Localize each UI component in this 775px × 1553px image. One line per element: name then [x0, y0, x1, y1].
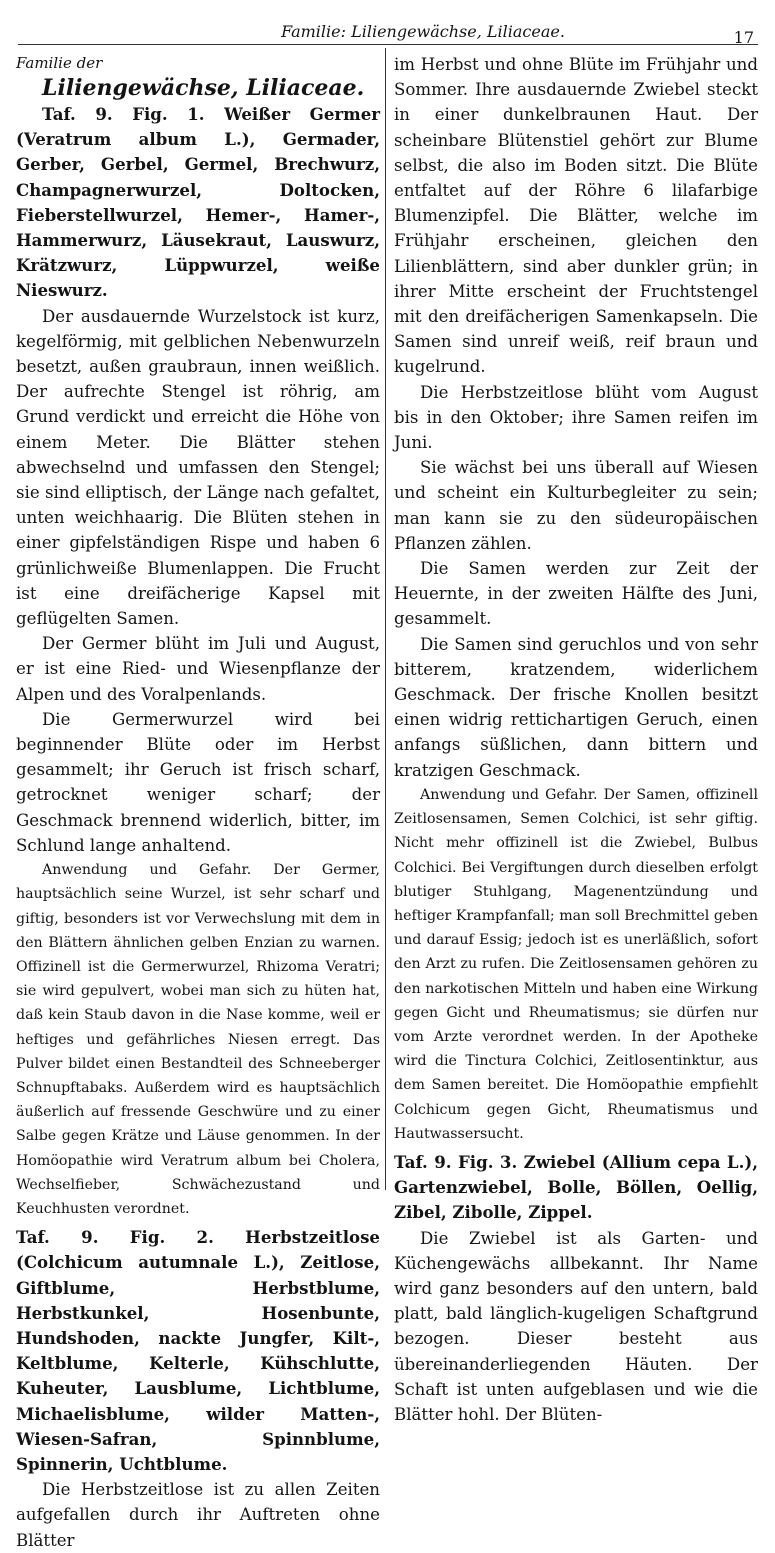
- paragraph-colchicum-description: im Herbst und ohne Blüte im Frühjahr und Sommer. Ihre ausdauernde Zwiebel steckt in einer dunkelbraunen Haut. Der scheinbare Blütenstiel gehört zur Blume selbst, die also im Boden sitzt. Die Blüte entfaltet auf der Röhre 6 lilafarbige Blumenzipfel. Die Blätter, welche im Frühjahr erscheinen, gleichen den Lilienblättern, sind aber dunkler grün; in ihrer Mitte erscheint der Fruchtstengel mit den dreifächerigen Samenkapseln. Die Samen sind unreif weiß, reif braun und kugelrund.: [394, 55, 758, 377]
- family-label: Familie der: [16, 54, 103, 72]
- page-number: 17: [733, 28, 754, 47]
- entry-allium-heading: Taf. 9. Fig. 3. Zwiebel (Allium cepa L.), Gartenzwiebel, Bolle, Böllen, Oellig, Zibel, Zibolle, Zippel.: [394, 1151, 758, 1223]
- paragraph-description: Der ausdauernde Wurzelstock ist kurz, kegelförmig, mit gelblichen Nebenwurzeln besetzt, außen graubraun, innen weißlich. Der aufrechte Stengel ist röhrig, am Grund verdickt und erreicht die Höhe von einem Meter. Die Blätter stehen abwechselnd und umfassen den Stengel; sie sind elliptisch, der Länge nach gefaltet, unten weichhaarig. Die Blüten stehen in einer gipfelständigen Rispe und haben 6 grünlichweiße Blumenlappen. Die Frucht ist eine dreifächerige Kapsel mit geflügelten Samen.: [16, 306, 380, 629]
- paragraph-colchicum-bloom: Die Herbstzeitlose blüht vom August bis in den Oktober; ihre Samen reifen im Juni.: [394, 382, 758, 453]
- left-column: [16, 52, 380, 1550]
- entry-colchicum-heading: Taf. 9. Fig. 2. Herbstzeitlose (Colchicum autumnale L.), Zeitlose, Giftblume, Herbstblume, Herbstkunkel, Hosenbunte, Hundshoden, nackte Jungfer, Kilt-, Keltblume, Kelterle, Kühschlutte, Kuheuter, Lausblume, Lichtblume, Michaelisblume, wilder Matten-, Wiesen-Safran, Spinnblume, Spinnerin, Uchtblume.: [16, 1227, 380, 1474]
- paragraph-allium-description: Die Zwiebel ist als Garten- und Küchengewächs allbekannt. Ihr Name wird ganz besonders auf den untern, bald platt, bald länglich-kugeligen Schaftgrund bezogen. Dieser besteht aus übereinanderliegenden Häuten. Der Schaft ist unten aufgeblasen und wie die Blätter hohl. Der Blüten-: [394, 1228, 758, 1424]
- paragraph-habitat: Der Germer blüht im Juli und August, er ist eine Ried- und Wiesenpflanze der Alpen und des Voralpenlands.: [16, 634, 380, 704]
- page-header: [18, 14, 758, 45]
- running-title: Familie: Liliengewächse, Liliaceae.: [281, 22, 565, 41]
- right-column: [394, 52, 758, 1424]
- paragraph-colchicum-collection: Die Samen werden zur Zeit der Heuernte, in der zweiten Hälfte des Juni, gesammelt.: [394, 559, 758, 629]
- family-title: Liliengewächse, Liliaceae.: [42, 75, 365, 101]
- column-divider: [385, 48, 386, 1190]
- paragraph-colchicum-habitat: Sie wächst bei uns überall auf Wiesen und scheint ein Kulturbegleiter zu sein; man kann sie zu den südeuropäischen Pflanzen zählen.: [394, 458, 758, 553]
- paragraph-collection: Die Germerwurzel wird bei beginnender Blüte oder im Herbst gesammelt; ihr Geruch ist frisch scharf, getrocknet weniger scharf; der Geschmack brennend widerlich, bitter, im Schlund lange anhaltend.: [16, 709, 380, 855]
- paragraph-colchicum-intro: Die Herbstzeitlose ist zu allen Zeiten aufgefallen durch ihr Auftreten ohne Blätter: [16, 1480, 380, 1550]
- paragraph-use-danger: Anwendung und Gefahr. Der Germer, hauptsächlich seine Wurzel, ist sehr scharf und giftig, besonders ist vor Verwechslung mit dem in den Blättern ähnlichen gelben Enzian zu warnen. Offizinell ist die Germerwurzel, Rhizoma Veratri; sie wird gepulvert, wobei man sich zu hüten hat, daß kein Staub davon in die Nase komme, weil er heftiges und gefährliches Niesen erregt. Das Pulver bildet einen Bestandteil des Schneeberger Schnupftabaks. Außerdem wird es hauptsächlich äußerlich auf fressende Geschwüre und zu einer Salbe gegen Krätze und Läuse genommen. In der Homöopathie wird Veratrum album bei Cholera, Wechselfieber, Schwächezustand und Keuchhusten verordnet.: [16, 862, 380, 1217]
- paragraph-colchicum-use-danger: Anwendung und Gefahr. Der Samen, offizinell Zeitlosensamen, Semen Colchici, ist sehr giftig. Nicht mehr offizinell ist die Zwiebel, Bulbus Colchici. Bei Vergiftungen durch dieselben erfolgt blutiger Stuhlgang, Magenentzündung und heftiger Krampfanfall; man soll Brechmittel geben und darauf Essig; jedoch ist es unerläßlich, sofort den Arzt zu rufen. Die Zeitlosensamen gehören zu den narkotischen Mitteln und haben eine Wirkung gegen Gicht und Rheumatismus; sie dürfen nur vom Arzte verordnet werden. In der Apotheke wird die Tinctura Colchici, Zeitlosentinktur, aus dem Samen bereitet. Die Homöopathie empfiehlt Colchicum gegen Gicht, Rheumatismus und Hautwassersucht.: [394, 786, 758, 1142]
- entry-veratrum-heading: Taf. 9. Fig. 1. Weißer Germer (Veratrum album L.), Germader, Gerber, Gerbel, Germel, Brechwurz, Champagnerwurzel, Doltocken, Fieberstellwurzel, Hemer-, Hamer-, Hammerwurz, Läusekraut, Lauswurz, Krätzwurz, Lüppwurzel, weiße Nieswurz.: [16, 104, 380, 301]
- paragraph-colchicum-taste: Die Samen sind geruchlos und von sehr bitterem, kratzendem, widerlichem Geschmack. Der frische Knollen besitzt einen widrig rettichartigen Geruch, einen anfangs süßlichen, dann bittern und kratzigen Geschmack.: [394, 634, 758, 780]
